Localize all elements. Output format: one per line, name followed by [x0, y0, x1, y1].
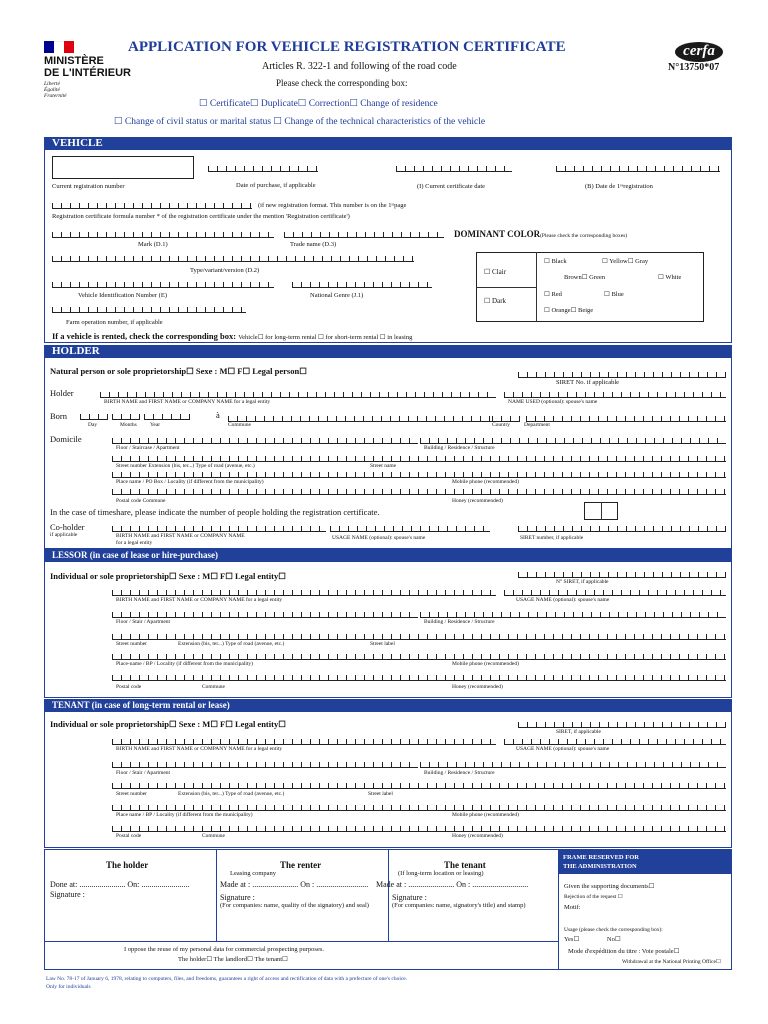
dominant-color-label	[454, 229, 627, 239]
department-label: Department	[524, 422, 550, 428]
holder-siret-field[interactable]	[518, 370, 726, 378]
holder-street-name-label: Street name	[370, 463, 397, 469]
lessor-place-field[interactable]	[112, 652, 726, 660]
lessor-street-field[interactable]	[112, 632, 726, 640]
lessor-place-label: Place-name / BP / Locality (if different from the municipality)	[116, 661, 254, 667]
lessor-building-field[interactable]	[420, 610, 726, 618]
holder-street-field[interactable]	[112, 454, 726, 462]
ministry-line2: DE L'INTÉRIEUR	[44, 67, 131, 79]
tenant-siret-label: SIRET, if applicable	[556, 729, 601, 735]
holder-name-used-label: NAME USED (optional): spouse's name	[508, 399, 598, 405]
renter-sub: Leasing company	[230, 870, 277, 877]
vin-field[interactable]	[52, 280, 274, 288]
oppose-options[interactable]: The holder☐ The landlord☐ The tenant☐	[178, 956, 288, 963]
articles: Articles R. 322-1 and following of the road code	[262, 61, 457, 72]
first-registration-field[interactable]	[556, 164, 720, 172]
country-label: Country	[492, 422, 511, 428]
holder-floor-field[interactable]	[112, 436, 418, 444]
holder-honey-label: Honey (recommended)	[452, 498, 503, 504]
tenant-place-field[interactable]	[112, 803, 726, 811]
motto	[44, 81, 67, 99]
coholder-label: Co-holder	[50, 522, 85, 532]
holder-postal-label: Postal code Commune	[116, 498, 166, 504]
law-note: Law No. 78-17 of January 6, 1978, relating to computers, files, and freedoms, guarantees a right of access and rectification of data with a prefecture of one's choice.	[46, 976, 408, 982]
withdrawal[interactable]: Withdrawal at the National Printing Office☐	[622, 959, 721, 965]
tenant-section-bar: TENANT (in case of long-term rental or lease)	[44, 699, 732, 712]
renter-signature[interactable]: Signature :	[220, 893, 255, 902]
tenant-siret-field[interactable]	[518, 720, 726, 728]
republic-logo	[44, 41, 74, 53]
cerfa-number: N°13750*07	[668, 62, 720, 73]
lessor-building-label: Building / Residence / Structure	[424, 619, 495, 625]
lessor-usage-field[interactable]	[504, 588, 726, 596]
tenant-signature[interactable]: Signature :	[392, 893, 427, 902]
lessor-commune-label: Commune	[202, 684, 225, 690]
admin-title-1: FRAME RESERVED FOR	[563, 854, 639, 861]
holder-siret-label: SIRET No. if applicable	[556, 379, 620, 386]
mark-field[interactable]	[52, 230, 274, 238]
lessor-birth-label: BIRTH NAME and FIRST NAME or COMPANY NAME for a legal entity	[116, 597, 283, 603]
holder-person-type[interactable]: Natural person or sole proprietorship☐ Sexe : M☐ F☐ Legal person☐	[50, 366, 307, 376]
current-registration-field[interactable]	[52, 156, 194, 179]
lessor-floor-field[interactable]	[112, 610, 418, 618]
holder-name-field[interactable]	[100, 390, 496, 398]
type-field[interactable]	[52, 254, 414, 262]
trade-name-field[interactable]	[284, 230, 444, 238]
new-format-note: (if new registration format. This number is on the 1ˢᵗpage	[258, 202, 407, 209]
renter-sign-title: The renter	[280, 860, 322, 870]
coholder-siret-label: SIRET number, if applicable	[520, 535, 584, 541]
type-label: Type/variant/version (D.2)	[190, 267, 260, 274]
lessor-extension-label: Extension (bis, ter...) Type of road (avenue, etc.)	[178, 641, 285, 647]
tenant-commune-label: Commune	[202, 833, 225, 839]
lessor-usage-label: USAGE NAME (optional): spouse's name	[516, 597, 610, 603]
birth-month-field[interactable]	[112, 412, 140, 420]
individuals-note: Only for individuals	[46, 984, 91, 990]
holder-birth-name-label: BIRTH NAME and FIRST NAME or COMPANY NAME for a legal entity	[104, 399, 271, 405]
tenant-name-field[interactable]	[112, 737, 496, 745]
tenant-extension-label: Extension (bis, ter...) Type of road (avenue, etc.)	[178, 791, 285, 797]
holder-done-at[interactable]: Done at: ....................... On: ........................	[50, 880, 190, 889]
lessor-person-type[interactable]: Individual or sole proprietorship☐ Sexe : M☐ F☐ Legal entity☐	[50, 571, 286, 581]
tenant-street-field[interactable]	[112, 781, 726, 789]
tenant-floor-field[interactable]	[112, 760, 418, 768]
admin-title-2: THE ADMINISTRATION	[563, 863, 637, 870]
color-black[interactable]: ☐ Black	[544, 258, 567, 265]
holder-label: Holder	[50, 388, 74, 398]
motif[interactable]: Motif:	[564, 904, 581, 911]
cerfa-logo: cerfa	[675, 42, 723, 62]
holder-mobile-label: Mobile phone (recommended)	[452, 479, 519, 485]
tenant-building-field[interactable]	[420, 760, 726, 768]
renter-note: (For companies: name, quality of the signatory) and seal)	[220, 902, 369, 909]
domicile-label: Domicile	[50, 434, 82, 444]
lessor-postal-label: Postal code	[116, 684, 142, 690]
national-genre-label: National Genre (J.1)	[310, 292, 364, 299]
usage-check: Usage (please check the corresponding box):	[564, 927, 663, 933]
color-red[interactable]: ☐ Red	[544, 291, 562, 298]
color-white[interactable]: ☐ White	[658, 274, 682, 281]
tenant-mobile-label: Mobile phone (recommended)	[452, 812, 519, 818]
coholder-usage-label: USAGE NAME (optional): spouse's name	[332, 535, 426, 541]
tenant-birth-label: BIRTH NAME and FIRST NAME or COMPANY NAME for a legal entity	[116, 746, 283, 752]
day-label: Day	[88, 422, 98, 428]
holder-floor-label: Floor / Staircase / Apartment	[116, 445, 180, 451]
holder-signature[interactable]: Signature :	[50, 890, 85, 899]
formula-label: Registration certificate formula number * of the registration certificate under the mention 'Registration certificate')	[52, 213, 350, 220]
tenant-street-number-label: Street number	[116, 791, 148, 797]
certificate-date-label: (I) Current certificate date	[417, 183, 486, 190]
motto-2: Égalité	[44, 87, 60, 93]
commune-label: Commune	[228, 422, 251, 428]
coholder-siret-field[interactable]	[518, 524, 726, 532]
national-genre-field[interactable]	[292, 280, 432, 288]
lessor-postal-field[interactable]	[112, 673, 726, 681]
request-options-row1[interactable]: ☐ Certificate☐ Duplicate☐ Correction☐ Change of residence	[199, 99, 438, 109]
color-clair[interactable]: ☐ Clair	[484, 268, 507, 276]
holder-sign-title: The holder	[106, 860, 149, 870]
renter-made-at[interactable]: Made at : ....................... On : ..........................	[220, 880, 369, 889]
holder-building-field[interactable]	[420, 436, 726, 444]
holder-place-label: Place name / PO Box / Locality (if different from the municipality)	[116, 479, 264, 485]
color-yellow-gray[interactable]: ☐ Yellow☐ Gray	[602, 258, 649, 265]
born-label: Born	[50, 411, 67, 421]
lessor-street-number-label: Street number	[116, 641, 148, 647]
tenant-made-at[interactable]: Made at : ....................... On : ............................	[376, 880, 529, 889]
mark-label: Mark (D.1)	[138, 241, 168, 248]
birth-day-field[interactable]	[80, 412, 108, 420]
lessor-section-bar: LESSOR (in case of lease or hire-purchase)	[44, 549, 732, 562]
given-documents[interactable]: Given the supporting documents☐	[564, 883, 655, 890]
purchase-date-label: Date of purchase, if applicable	[236, 182, 316, 189]
ministry-line1: MINISTÈRE	[44, 55, 104, 67]
dominant-color-title: DOMINANT COLOR	[454, 229, 541, 239]
birth-year-field[interactable]	[144, 412, 190, 420]
tenant-street-label: Street label	[368, 791, 393, 797]
tenant-usage-label: USAGE NAME (optional): spouse's name	[516, 746, 610, 752]
lessor-honey-label: Honey (recommended)	[452, 684, 503, 690]
coholder-birth-label2: for a legal entity	[116, 540, 153, 546]
certificate-date-field[interactable]	[396, 164, 512, 172]
timeshare-label: In the case of timeshare, please indicate the number of people holding the registration certificate.	[50, 507, 380, 517]
admin-title-bar	[559, 850, 731, 874]
tenant-note: (For companies: name, signatory's title) and stamp)	[392, 902, 526, 909]
vin-label: Vehicle Identification Number (E)	[78, 292, 167, 299]
coholder-birth-label: BIRTH NAME and FIRST NAME or COMPANY NAME	[116, 533, 245, 539]
oppose-statement: I oppose the reuse of my personal data for commercial prospecting purposes.	[124, 946, 324, 953]
tenant-honey-label: Honey (recommended)	[452, 833, 503, 839]
birth-country-field[interactable]	[492, 414, 520, 422]
color-blue[interactable]: ☐ Blue	[604, 291, 624, 298]
ministry-name	[44, 55, 131, 79]
lessor-name-field[interactable]	[112, 588, 496, 596]
holder-place-field[interactable]	[112, 470, 726, 478]
coholder-usage-field[interactable]	[330, 524, 490, 532]
check-prompt: Please check the corresponding box:	[276, 78, 408, 88]
motto-3: Fraternité	[44, 93, 67, 99]
tenant-usage-field[interactable]	[504, 737, 726, 745]
color-orange-beige[interactable]: ☐ Orange☐ Beige	[544, 307, 594, 314]
yes-no[interactable]: Yes☐ No☐	[564, 936, 621, 943]
tenant-building-label: Building / Residence / Structure	[424, 770, 495, 776]
holder-section-bar: HOLDER	[44, 345, 732, 358]
rented-row	[52, 331, 412, 341]
current-registration-label: Current registration number	[52, 183, 125, 190]
vehicle-section-bar: VEHICLE	[44, 137, 732, 150]
color-dark[interactable]: ☐ Dark	[484, 297, 507, 305]
coholder-if-applicable: if applicable	[50, 532, 78, 538]
holder-postal-field[interactable]	[112, 487, 726, 495]
motto-1: Liberté	[44, 81, 60, 87]
month-label: Months	[120, 422, 137, 428]
first-registration-label: (B) Date de 1ʳᵉregistration	[585, 183, 653, 190]
request-options-row2[interactable]: ☐ Change of civil status or marital status ☐ Change of the technical characteristics of the vehicle	[114, 117, 486, 127]
holder-street-number-label: Street number Extension (bis, ter...) Type of road (avenue, etc.)	[116, 463, 255, 469]
tenant-sign-title: The tenant	[444, 860, 486, 870]
tenant-postal-label: Postal code	[116, 833, 142, 839]
formula-number-field[interactable]	[52, 201, 252, 209]
lessor-street-label: Street label	[370, 641, 395, 647]
trade-name-label: Trade name (D.3)	[290, 241, 337, 248]
birth-department-field[interactable]	[526, 414, 726, 422]
year-label: Year	[150, 422, 161, 428]
farm-number-field[interactable]	[52, 305, 246, 313]
farm-label: Farm operation number, if applicable	[66, 319, 163, 326]
birth-commune-field[interactable]	[228, 414, 492, 422]
lessor-floor-label: Floor / Stair / Apartment	[116, 619, 171, 625]
expedition[interactable]: Mode d'expédition du titre : Voie postale☐	[568, 948, 680, 955]
tenant-postal-field[interactable]	[112, 824, 726, 832]
lessor-mobile-label: Mobile phone (recommended)	[452, 661, 519, 667]
at-label: à	[216, 410, 220, 420]
coholder-name-field[interactable]	[112, 524, 326, 532]
purchase-date-field[interactable]	[208, 164, 318, 172]
dominant-color-note: (Please check the corresponding boxes)	[540, 233, 628, 239]
rented-label: If a vehicle is rented, check the corresponding box:	[52, 331, 237, 341]
tenant-place-label: Place name / BP / Locality (if different from the municipality)	[116, 812, 253, 818]
tenant-floor-label: Floor / Stair / Apartment	[116, 770, 171, 776]
rented-options[interactable]: Vehicle☐ for long-term rental ☐ for short-term rental ☐ in leasing	[238, 334, 413, 341]
lessor-siret-label: N° SIRET, if applicable	[556, 579, 609, 585]
tenant-person-type[interactable]: Individual or sole proprietorship☐ Sexe : M☐ F☐ Legal entity☐	[50, 719, 286, 729]
page-title: APPLICATION FOR VEHICLE REGISTRATION CERTIFICATE	[128, 39, 566, 55]
tenant-sub: (If long-term location or leasing)	[398, 870, 484, 877]
holder-building-label: Building / Residence / Structure	[424, 445, 495, 451]
holder-name-used-field[interactable]	[504, 390, 726, 398]
color-brown-green[interactable]: Brown☐ Green	[564, 274, 606, 281]
lessor-siret-field[interactable]	[518, 570, 726, 578]
rejection[interactable]: Rejection of the request ☐	[564, 894, 623, 900]
